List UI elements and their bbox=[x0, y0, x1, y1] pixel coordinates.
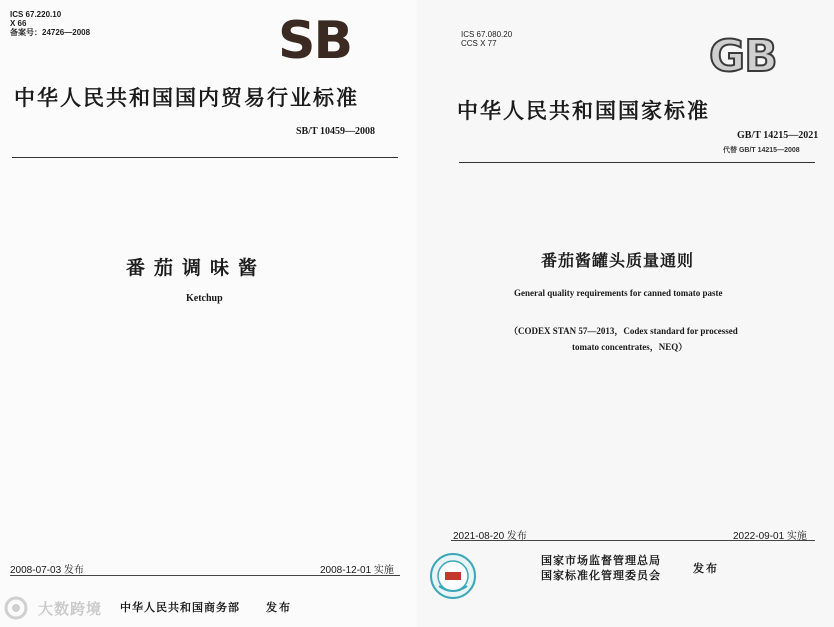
publish-date: 2021-08-20 发布 bbox=[453, 531, 527, 542]
standard-title-cn: 番茄酱罐头质量通则 bbox=[541, 251, 695, 270]
issuer-name: 中华人民共和国商务部 bbox=[120, 601, 240, 614]
standard-title-en: General quality requirements for canned tomato paste bbox=[514, 288, 723, 298]
standard-title-cn: 番茄调味酱 bbox=[126, 257, 267, 279]
standard-number: SB/T 10459—2008 bbox=[296, 126, 375, 137]
right-standard-cover bbox=[417, 0, 834, 627]
issue-label: 发布 bbox=[693, 562, 719, 575]
title-divider bbox=[459, 162, 815, 163]
issuer-line-1: 国家市场监督管理总局 bbox=[541, 554, 661, 567]
ics-code: ICS 67.080.20 bbox=[461, 30, 513, 39]
watermark-logo-icon bbox=[4, 596, 34, 620]
ccs-code: CCS X 77 bbox=[461, 39, 497, 48]
reference-line-1: （CODEX STAN 57—2013，Codex standard for processed bbox=[509, 326, 738, 336]
gb-logo: GB bbox=[709, 31, 777, 82]
standard-number: GB/T 14215—2021 bbox=[737, 130, 819, 141]
footer-divider bbox=[10, 575, 400, 576]
reference-line-2: tomato concentrates，NEQ） bbox=[572, 342, 688, 352]
footer-divider bbox=[451, 540, 815, 541]
title-divider bbox=[12, 157, 398, 158]
ccs-code: X 66 bbox=[10, 19, 27, 28]
certification-seal-icon bbox=[429, 552, 477, 600]
issuer-line-2: 国家标准化管理委员会 bbox=[541, 569, 661, 582]
ics-code: ICS 67.220.10 bbox=[10, 10, 62, 19]
implement-date: 2008-12-01 实施 bbox=[320, 565, 394, 576]
watermark bbox=[4, 596, 114, 620]
publish-date: 2008-07-03 发布 bbox=[10, 565, 84, 576]
standard-title-en: Ketchup bbox=[186, 293, 223, 304]
sb-logo: SB bbox=[278, 11, 352, 71]
org-title: 中华人民共和国国家标准 bbox=[457, 99, 710, 123]
replaces-standard: 代替 GB/T 14215—2008 bbox=[723, 147, 800, 154]
issue-label: 发布 bbox=[266, 601, 292, 614]
implement-date: 2022-09-01 实施 bbox=[733, 531, 807, 542]
org-title: 中华人民共和国国内贸易行业标准 bbox=[14, 86, 359, 110]
record-number: 备案号：24726—2008 bbox=[10, 28, 91, 37]
watermark-text: 大数跨境 bbox=[38, 600, 103, 618]
